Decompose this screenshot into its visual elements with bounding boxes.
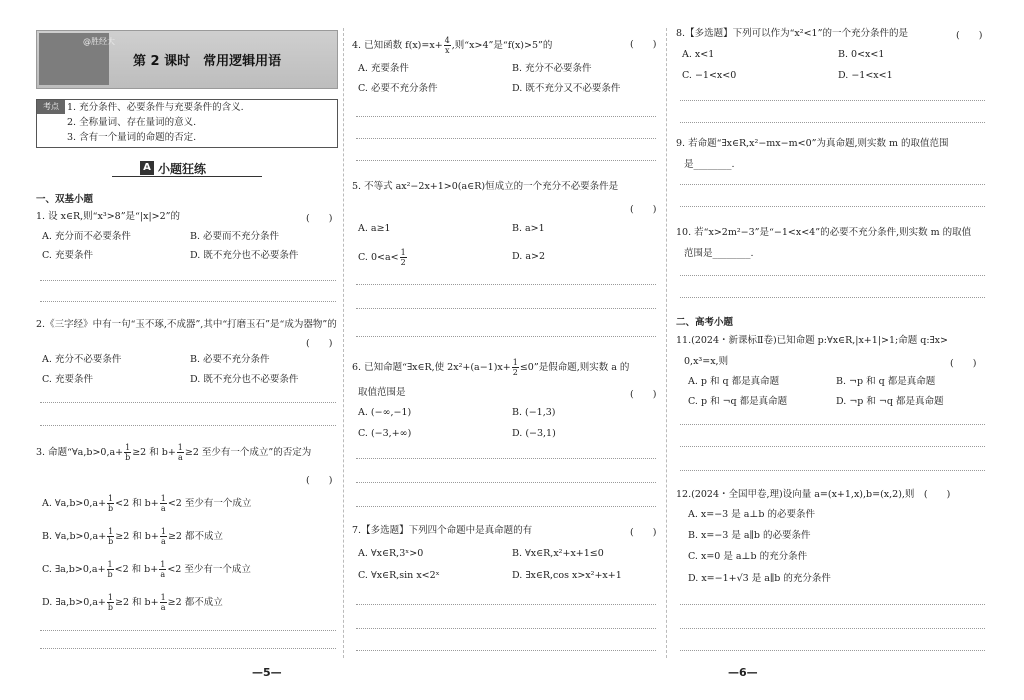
- stem-text: 6. 已知命题“∃x∈R,使 2x²+(a−1)x+: [352, 362, 511, 373]
- stem-text: 3. 命题“∀a,b>0,a+: [36, 447, 124, 458]
- fraction: [107, 593, 114, 612]
- answer-line: [356, 650, 656, 651]
- question-3-stem: [36, 443, 311, 462]
- answer-line: [356, 160, 656, 161]
- question-6-stem-cont: 取值范围是: [358, 387, 406, 398]
- fraction: [107, 560, 114, 579]
- answer-line: [40, 425, 336, 426]
- stem-text: 4. 已知函数 f(x)=x+: [352, 40, 443, 51]
- numerator: 1: [108, 494, 114, 503]
- stem-text: ≥2 和 b+: [132, 447, 176, 458]
- denominator: a: [177, 453, 183, 462]
- numerator: 1: [160, 494, 166, 503]
- option-d[interactable]: D. a>2: [512, 251, 545, 262]
- answer-line: [356, 116, 656, 117]
- answer-line: [680, 297, 985, 298]
- option-d[interactable]: D. 既不充分又不必要条件: [512, 83, 621, 94]
- answer-paren[interactable]: ( ): [306, 338, 333, 349]
- option-a[interactable]: A. x<1: [682, 49, 715, 60]
- option-c[interactable]: C. −1<x<0: [682, 70, 737, 81]
- fraction: [159, 560, 166, 579]
- option-a[interactable]: [42, 494, 251, 513]
- option-c[interactable]: C. p 和 ¬q 都是真命题: [688, 396, 788, 407]
- option-b[interactable]: B. x=−3 是 a∥b 的必要条件: [688, 530, 811, 541]
- option-a[interactable]: A. 充要条件: [358, 63, 409, 74]
- answer-line: [356, 308, 656, 309]
- denominator: b: [108, 504, 114, 513]
- answer-paren[interactable]: ( ): [956, 30, 983, 41]
- fraction: [400, 248, 407, 267]
- option-b[interactable]: B. 必要而不充分条件: [190, 231, 280, 242]
- numerator: 1: [160, 593, 166, 602]
- answer-paren[interactable]: ( ): [630, 204, 657, 215]
- option-c[interactable]: C. 充要条件: [42, 374, 93, 385]
- option-d[interactable]: D. ∃x∈R,cos x>x²+x+1: [512, 570, 622, 581]
- option-text: <2 至少有一个成立: [167, 498, 252, 509]
- denominator: a: [160, 603, 166, 612]
- option-c[interactable]: C. (−3,+∞): [358, 428, 412, 439]
- answer-line: [40, 630, 336, 631]
- option-d[interactable]: D. ¬p 和 ¬q 都是真命题: [836, 396, 944, 407]
- question-7-stem: 7.【多选题】下列四个命题中是真命题的有: [352, 525, 533, 536]
- stem-text: ≥2 至少有一个成立”的否定为: [184, 447, 312, 458]
- option-b[interactable]: B. 0<x<1: [838, 49, 885, 60]
- fraction: [444, 36, 451, 55]
- option-b[interactable]: B. ¬p 和 q 都是真命题: [836, 376, 936, 387]
- brand-logo: @胜经大: [83, 37, 115, 46]
- answer-line: [356, 138, 656, 139]
- numerator: 1: [125, 443, 131, 452]
- denominator: 2: [400, 258, 406, 267]
- answer-paren[interactable]: ( ): [630, 527, 657, 538]
- option-text: C. ∃a,b>0,a+: [42, 564, 106, 575]
- answer-line: [356, 336, 656, 337]
- option-d[interactable]: D. 既不充分也不必要条件: [190, 250, 299, 261]
- option-text: ≥2 都不成立: [167, 531, 223, 542]
- fraction: [160, 527, 167, 546]
- fraction: [124, 443, 131, 462]
- answer-line: [680, 206, 985, 207]
- fraction: [107, 494, 114, 513]
- section-title: 小题狂练: [158, 162, 207, 176]
- answer-line: [356, 284, 656, 285]
- question-9-stem: 9. 若命题“∃x∈R,x²−mx−m<0”为真命题,则实数 m 的取值范围: [676, 138, 949, 149]
- section-heading: 二、高考小题: [676, 317, 734, 328]
- lesson-title: 第 2 课时 常用逻辑用语: [133, 54, 282, 69]
- option-c[interactable]: [358, 248, 408, 267]
- fraction: [160, 494, 167, 513]
- option-d[interactable]: D. (−3,1): [512, 428, 556, 439]
- stem-text: ≤0”是假命题,则实数 a 的: [519, 362, 630, 373]
- question-1-stem: 1. 设 x∈R,则“x³>8”是“|x|>2”的: [36, 211, 181, 222]
- answer-paren[interactable]: ( ): [630, 39, 657, 50]
- question-4-stem: [352, 36, 552, 55]
- section-underline: [112, 176, 262, 177]
- answer-line: [356, 628, 656, 629]
- option-text: ≥2 和 b+: [115, 531, 159, 542]
- option-b[interactable]: B. 充分不必要条件: [512, 63, 592, 74]
- answer-line: [356, 604, 656, 605]
- answer-line: [356, 506, 656, 507]
- stem-text: ,则“x>4”是“f(x)>5”的: [451, 40, 553, 51]
- option-b[interactable]: B. (−1,3): [512, 407, 556, 418]
- answer-line: [40, 280, 336, 281]
- option-text: ≥2 都不成立: [167, 597, 223, 608]
- denominator: b: [108, 537, 114, 546]
- answer-paren[interactable]: ( ): [950, 358, 977, 369]
- option-d[interactable]: D. −1<x<1: [838, 70, 893, 81]
- answer-paren[interactable]: ( ): [630, 389, 657, 400]
- answer-line: [40, 648, 336, 649]
- question-6-stem: [352, 358, 629, 377]
- option-a[interactable]: A. x=−3 是 a⊥b 的必要条件: [688, 509, 815, 520]
- option-c[interactable]: C. 必要不充分条件: [358, 83, 438, 94]
- fraction: [177, 443, 184, 462]
- option-a[interactable]: A. p 和 q 都是真命题: [688, 376, 780, 387]
- option-text: ≥2 和 b+: [114, 597, 159, 608]
- numerator: 1: [177, 443, 183, 452]
- question-11-stem: 11.(2024・新课标Ⅱ卷)已知命题 p:∀x∈R,|x+1|>1;命题 q:∃x>: [676, 335, 948, 346]
- page-number-left: —5—: [252, 666, 282, 679]
- answer-line: [40, 301, 336, 302]
- question-5-stem: 5. 不等式 ax²−2x+1>0(a∈R)恒成立的一个充分不必要条件是: [352, 181, 619, 192]
- numerator: 4: [444, 36, 450, 45]
- key-points-box: [36, 99, 338, 148]
- question-9-blank[interactable]: 是________.: [684, 159, 735, 170]
- option-a[interactable]: A. 充分不必要条件: [42, 354, 122, 365]
- column-separator: [343, 28, 344, 658]
- option-b[interactable]: B. 必要不充分条件: [190, 354, 270, 365]
- answer-line: [680, 275, 985, 276]
- option-c[interactable]: C. x=0 是 a⊥b 的充分条件: [688, 551, 808, 562]
- option-b[interactable]: [42, 527, 223, 546]
- denominator: 2: [512, 368, 518, 377]
- answer-line: [680, 184, 985, 185]
- numerator: 1: [160, 527, 166, 536]
- question-10-blank[interactable]: 范围是________.: [684, 248, 754, 259]
- option-a[interactable]: A. ∀x∈R,3ˣ>0: [358, 548, 424, 559]
- option-a[interactable]: A. a≥1: [358, 223, 391, 234]
- answer-line: [680, 470, 985, 471]
- answer-line: [680, 604, 985, 605]
- answer-line: [680, 122, 985, 123]
- numerator: 1: [107, 560, 113, 569]
- answer-line: [680, 424, 985, 425]
- option-c[interactable]: C. ∀x∈R,sin x<2ˣ: [358, 570, 440, 581]
- denominator: x: [444, 46, 450, 55]
- answer-paren[interactable]: ( ): [306, 475, 333, 486]
- option-text: <2 和 b+: [115, 498, 159, 509]
- answer-line: [680, 628, 985, 629]
- answer-line: [40, 402, 336, 403]
- section-a-heading: [140, 160, 230, 178]
- question-8-stem: 8.【多选题】下列可以作为“x²<1”的一个充分条件的是: [676, 28, 908, 39]
- answer-line: [356, 482, 656, 483]
- option-d[interactable]: D. 既不充分也不必要条件: [190, 374, 299, 385]
- section-heading: 一、双基小题: [36, 194, 94, 205]
- column-separator: [666, 28, 667, 658]
- denominator: a: [161, 537, 166, 546]
- denominator: b: [125, 453, 131, 462]
- question-10-stem: 10. 若“x>2m²−3”是“−1<x<4”的必要不充分条件,则实数 m 的取值: [676, 227, 972, 238]
- option-text: B. ∀a,b>0,a+: [42, 531, 107, 542]
- key-point: 3. 含有一个量词的命题的否定.: [67, 132, 197, 143]
- denominator: a: [160, 570, 166, 579]
- question-11-stem-cont: 0,x³=x,则: [684, 356, 729, 367]
- key-point: 2. 全称量词、存在量词的意义.: [67, 117, 197, 128]
- option-a[interactable]: A. 充分而不必要条件: [42, 231, 131, 242]
- option-c[interactable]: C. 充要条件: [42, 250, 93, 261]
- denominator: b: [107, 603, 113, 612]
- option-b[interactable]: B. a>1: [512, 223, 545, 234]
- question-12-stem: 12.(2024・全国甲卷,理)设向量 a=(x+1,x),b=(x,2),则 ( ): [676, 489, 951, 500]
- numerator: 1: [400, 248, 406, 257]
- option-a[interactable]: A. (−∞,−1): [358, 407, 412, 418]
- option-text: D. ∃a,b>0,a+: [42, 597, 106, 608]
- numerator: 1: [512, 358, 518, 367]
- key-points-tag: 考点: [37, 100, 65, 114]
- fraction: [160, 593, 167, 612]
- denominator: a: [160, 504, 166, 513]
- option-text: <2 和 b+: [114, 564, 159, 575]
- denominator: b: [107, 570, 113, 579]
- answer-line: [680, 650, 985, 651]
- option-text: <2 至少有一个成立: [167, 564, 251, 575]
- page-number-right: —6—: [728, 666, 758, 679]
- fraction: [107, 527, 114, 546]
- option-text: C. 0<a<: [358, 252, 399, 263]
- question-2-stem: 2.《三字经》中有一句“玉不琢,不成器”,其中“打磨玉石”是“成为器物”的: [36, 319, 337, 330]
- section-letter: A: [140, 161, 154, 175]
- numerator: 1: [107, 593, 113, 602]
- answer-paren[interactable]: ( ): [306, 213, 333, 224]
- fraction: [512, 358, 519, 377]
- option-c[interactable]: [42, 560, 251, 579]
- key-point: 1. 充分条件、必要条件与充要条件的含义.: [67, 102, 244, 113]
- numerator: 1: [108, 527, 114, 536]
- option-text: A. ∀a,b>0,a+: [42, 498, 107, 509]
- lesson-banner: [36, 30, 338, 89]
- numerator: 1: [160, 560, 166, 569]
- answer-line: [356, 458, 656, 459]
- option-d[interactable]: D. x=−1+√3 是 a∥b 的充分条件: [688, 573, 831, 584]
- option-b[interactable]: B. ∀x∈R,x²+x+1≤0: [512, 548, 604, 559]
- answer-line: [680, 446, 985, 447]
- option-d[interactable]: [42, 593, 223, 612]
- answer-line: [680, 100, 985, 101]
